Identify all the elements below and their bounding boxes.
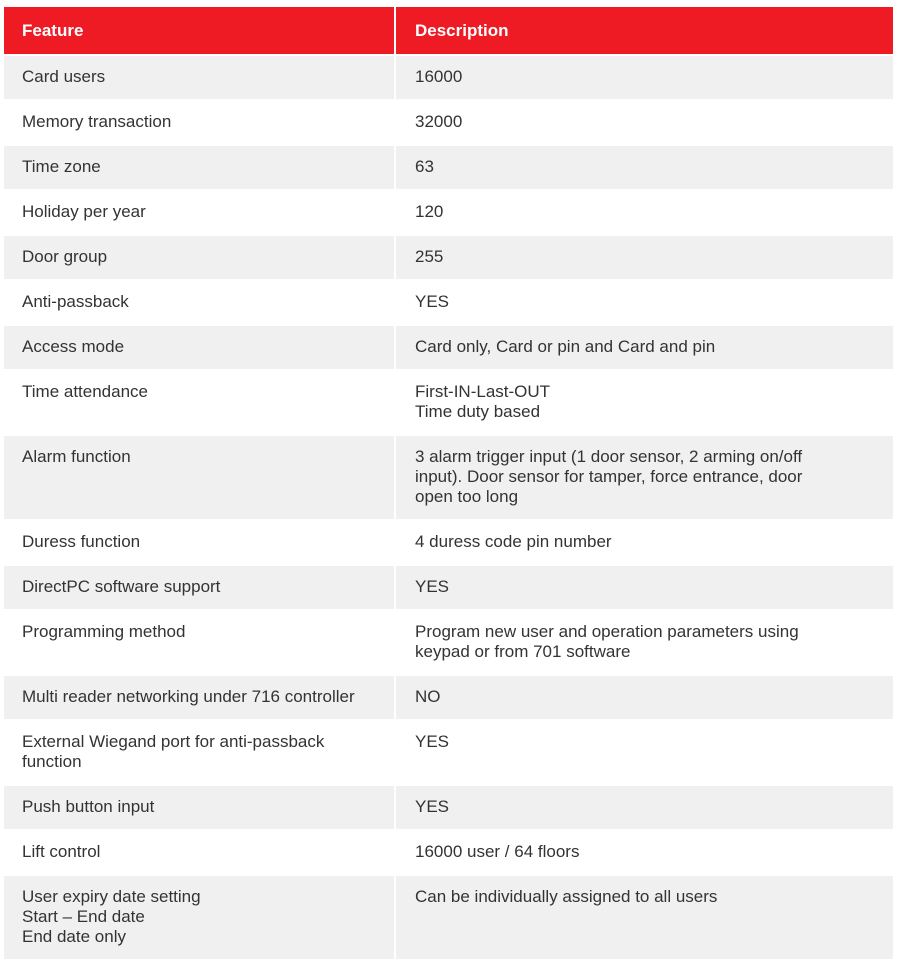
feature-cell <box>4 721 394 784</box>
description-text: 16000 <box>415 67 463 86</box>
description-text: 120 <box>415 202 444 221</box>
feature-text: Multi reader networking under 716 controller <box>22 687 355 706</box>
table-row <box>4 676 893 719</box>
description-text: NO <box>415 687 441 706</box>
feature-text: Holiday per year <box>22 202 146 221</box>
table-row <box>4 611 893 674</box>
description-text: YES <box>415 292 450 311</box>
feature-text: Time zone <box>22 157 101 176</box>
feature-cell <box>4 371 394 434</box>
description-text: YES <box>415 797 450 816</box>
description-cell <box>394 101 893 144</box>
description-cell <box>394 146 893 189</box>
feature-text: DirectPC software support <box>22 577 221 596</box>
table-row <box>4 371 893 434</box>
description-text: 4 duress code pin number <box>415 532 612 551</box>
description-cell <box>394 281 893 324</box>
feature-cell <box>4 236 394 279</box>
feature-cell <box>4 786 394 829</box>
description-cell <box>394 876 893 959</box>
feature-text: End date only <box>22 927 126 946</box>
feature-cell <box>4 676 394 719</box>
description-cell <box>394 676 893 719</box>
description-text: 32000 <box>415 112 463 131</box>
description-cell <box>394 566 893 609</box>
description-cell <box>394 371 893 434</box>
description-cell <box>394 191 893 234</box>
header-description: Description <box>394 7 893 54</box>
feature-text: Door group <box>22 247 108 266</box>
table-row <box>4 101 893 144</box>
description-text: 3 alarm trigger input (1 door sensor, 2 arming on/off input). Door sensor for tamper, force entrance, door open too long <box>415 447 803 506</box>
feature-cell <box>4 876 394 959</box>
table-row <box>4 831 893 874</box>
description-text: 255 <box>415 247 444 266</box>
description-text: First-IN-Last-OUT <box>415 382 551 401</box>
description-cell <box>394 326 893 369</box>
feature-text: Memory transaction <box>22 112 172 131</box>
feature-cell <box>4 436 394 519</box>
feature-text: Anti-passback <box>22 292 129 311</box>
feature-cell <box>4 566 394 609</box>
description-cell <box>394 721 893 784</box>
description-text: 63 <box>415 157 434 176</box>
table-row <box>4 721 893 784</box>
table-row <box>4 146 893 189</box>
feature-cell <box>4 521 394 564</box>
feature-text: Push button input <box>22 797 155 816</box>
description-text: Can be individually assigned to all users <box>415 887 718 906</box>
table-row <box>4 876 893 959</box>
description-cell <box>394 56 893 99</box>
description-cell <box>394 611 893 674</box>
description-text: YES <box>415 732 450 751</box>
table-row <box>4 436 893 519</box>
feature-spec-table <box>4 5 893 961</box>
description-cell <box>394 521 893 564</box>
feature-text: Duress function <box>22 532 141 551</box>
feature-text: Card users <box>22 67 106 86</box>
table-row <box>4 281 893 324</box>
feature-text: Programming method <box>22 622 186 641</box>
header-feature: Feature <box>4 7 394 54</box>
description-text: Time duty based <box>415 402 541 421</box>
description-cell <box>394 786 893 829</box>
feature-text: Lift control <box>22 842 101 861</box>
feature-text: User expiry date setting <box>22 887 201 906</box>
feature-text: Time attendance <box>22 382 148 401</box>
feature-cell <box>4 281 394 324</box>
feature-cell <box>4 101 394 144</box>
description-cell <box>394 831 893 874</box>
table-row <box>4 326 893 369</box>
description-text: YES <box>415 577 450 596</box>
table-header-row <box>4 7 893 54</box>
description-text: 16000 user / 64 floors <box>415 842 580 861</box>
description-text: Card only, Card or pin and Card and pin <box>415 337 716 356</box>
feature-text: External Wiegand port for anti-passback function <box>22 732 325 771</box>
table-row <box>4 521 893 564</box>
feature-cell <box>4 831 394 874</box>
table-row <box>4 236 893 279</box>
feature-text: Alarm function <box>22 447 131 466</box>
feature-cell <box>4 326 394 369</box>
table-row <box>4 566 893 609</box>
table-row <box>4 786 893 829</box>
feature-text: Access mode <box>22 337 125 356</box>
table-row <box>4 191 893 234</box>
description-cell <box>394 236 893 279</box>
feature-cell <box>4 191 394 234</box>
description-cell <box>394 436 893 519</box>
table-row <box>4 56 893 99</box>
feature-text: Start – End date <box>22 907 145 926</box>
description-text: Program new user and operation parameters using keypad or from 701 software <box>415 622 799 661</box>
feature-cell <box>4 146 394 189</box>
feature-cell <box>4 56 394 99</box>
feature-cell <box>4 611 394 674</box>
